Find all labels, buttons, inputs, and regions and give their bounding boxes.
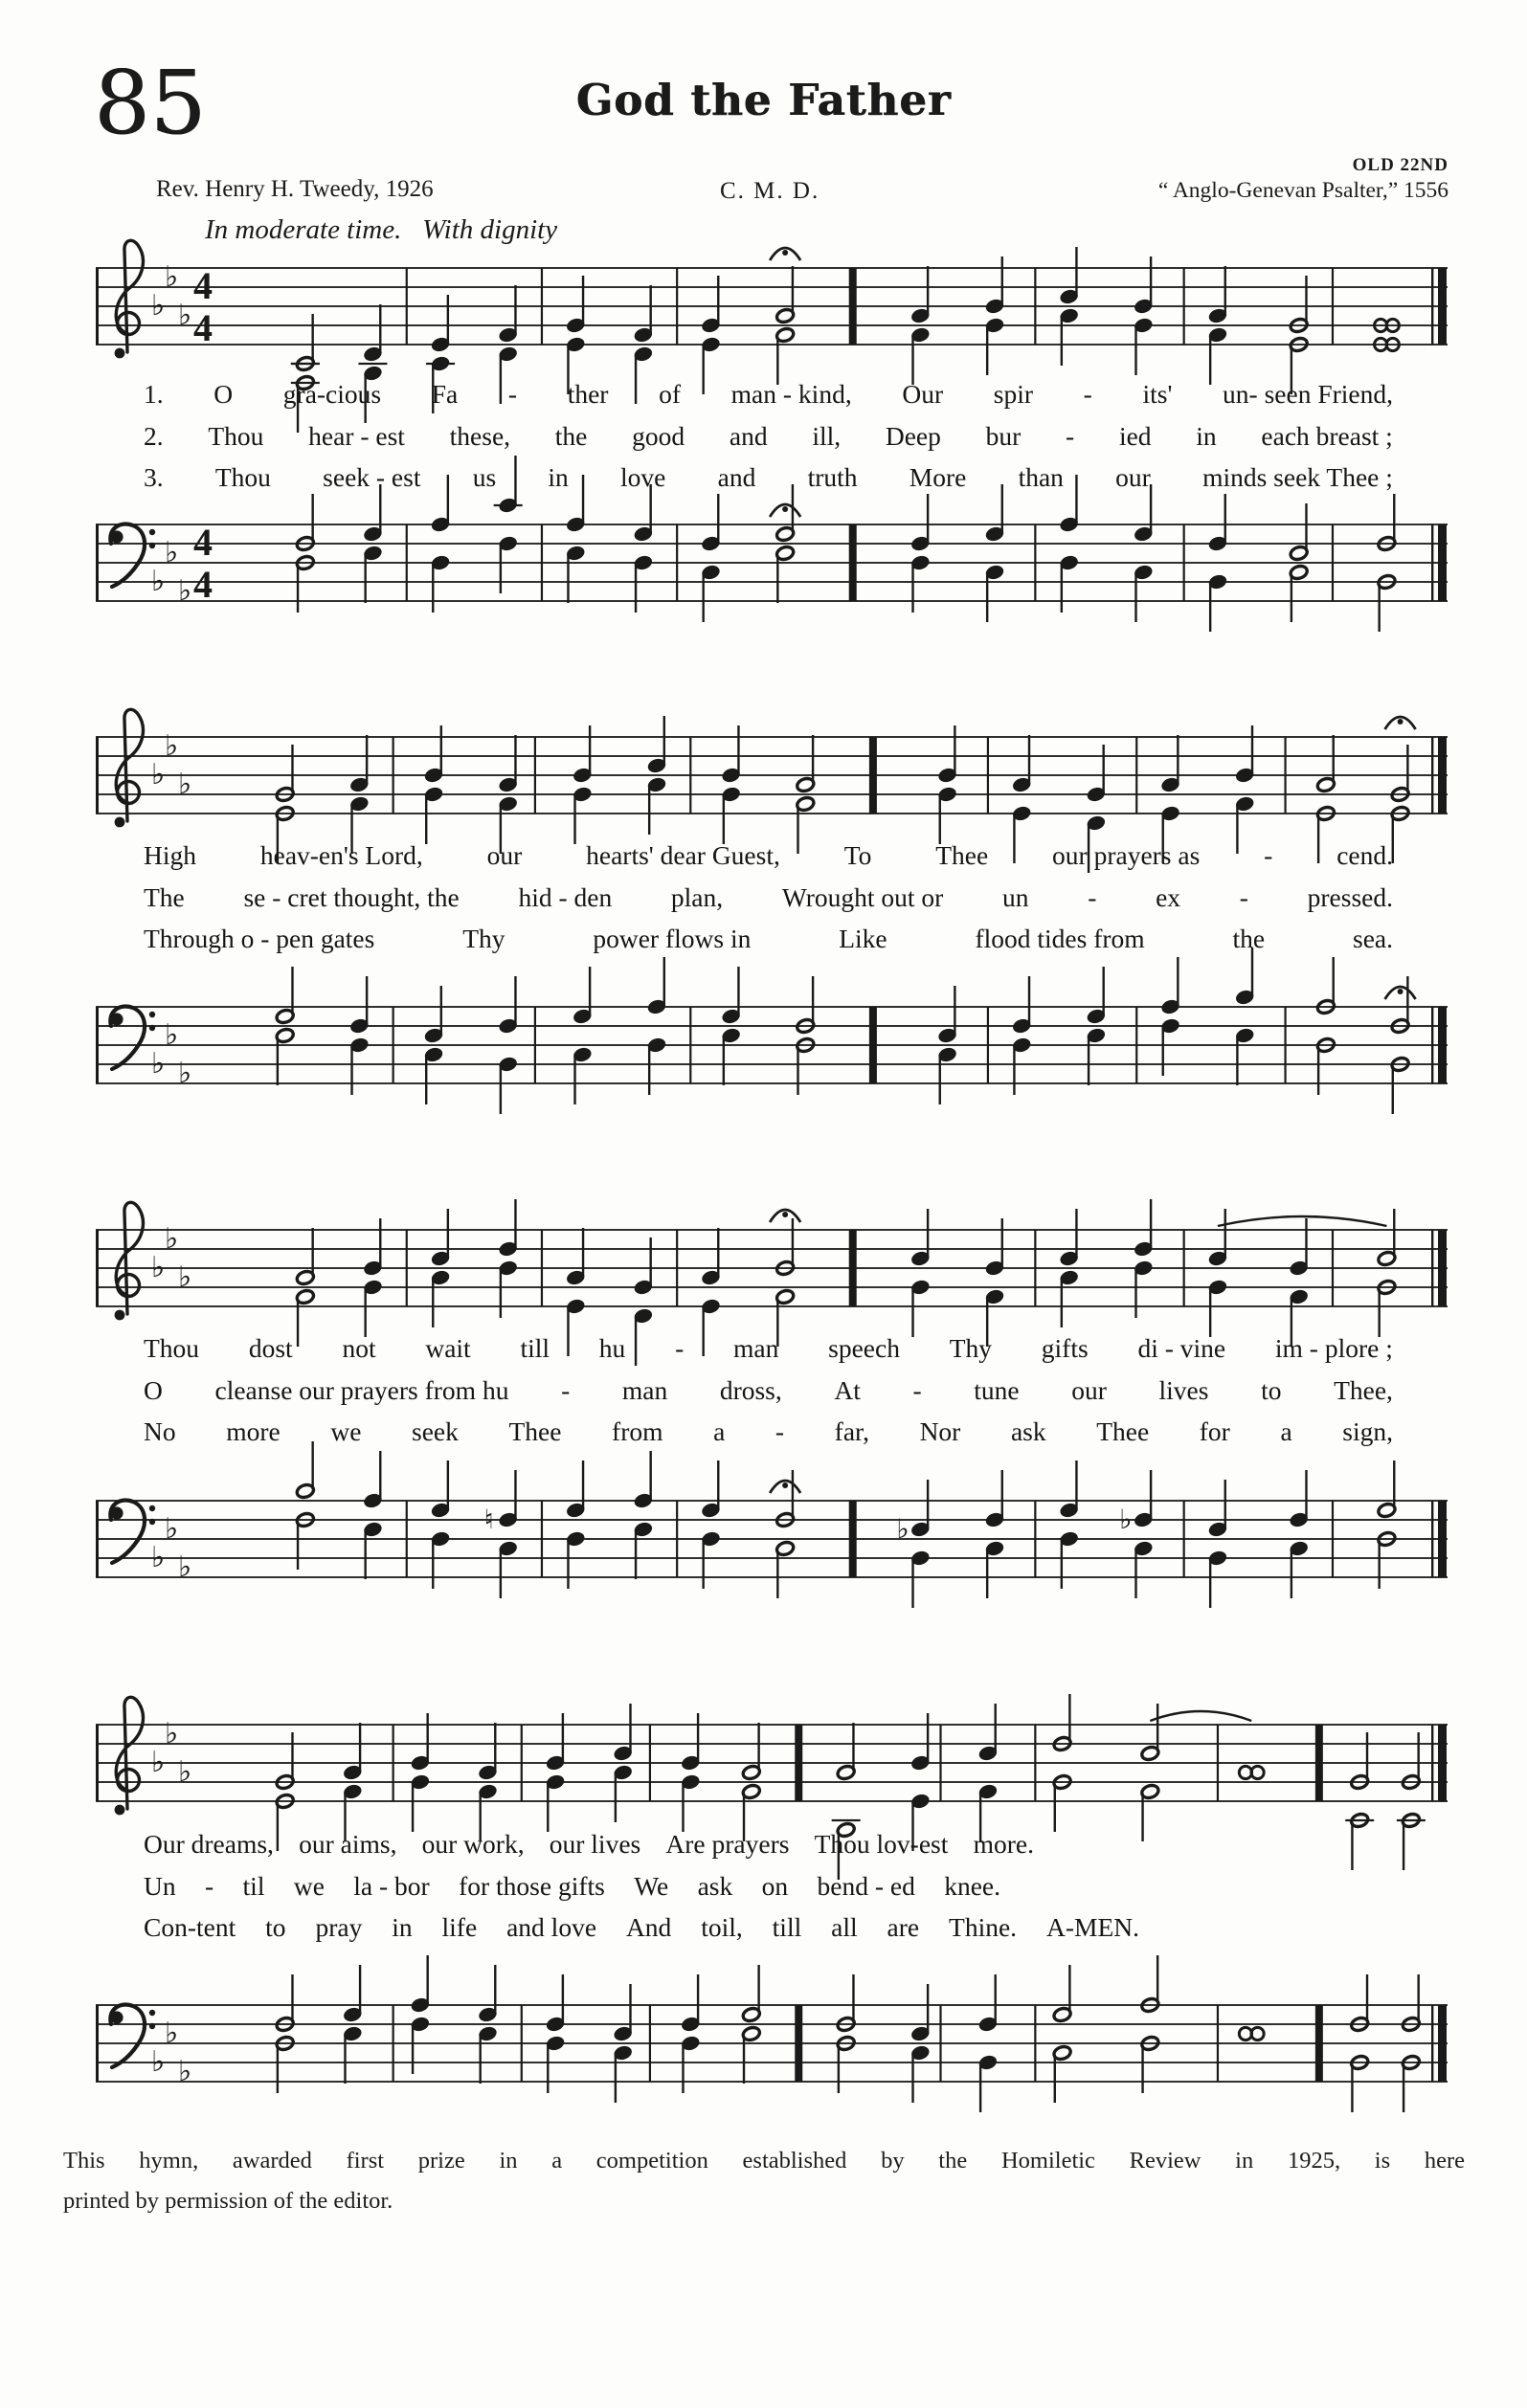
lyric-syllable: - xyxy=(1066,420,1075,451)
bass-staff-system-1 xyxy=(96,486,1448,674)
lyric-syllable: minds seek Thee ; xyxy=(1202,462,1393,492)
treble-clef-icon xyxy=(115,709,144,827)
lyric-syllable: - xyxy=(775,1416,785,1446)
lyric-syllable: cend. xyxy=(1336,840,1393,870)
lyric-syllable: hear - est xyxy=(308,420,405,451)
lyric-syllable: our xyxy=(1071,1374,1107,1405)
lyric-syllable: dross, xyxy=(719,1374,782,1405)
lyric-syllable: gra-cious xyxy=(282,379,382,409)
lyric-syllable: - xyxy=(1239,881,1248,912)
lyric-syllable: power flows in xyxy=(593,924,752,953)
lyric-syllable: knee. xyxy=(944,1870,1000,1901)
lyric-syllable: hearts' dear Guest, xyxy=(586,840,780,870)
lyric-syllable: more. xyxy=(973,1829,1034,1859)
lyric-syllable: - xyxy=(507,379,518,409)
lyric-syllable: till xyxy=(772,1912,802,1942)
key-signature-flat: ♭ xyxy=(165,2017,179,2050)
key-signature-flat: ♭ xyxy=(178,1057,192,1090)
lyric-syllable: Like xyxy=(839,924,887,953)
lyric-syllable: bend - ed xyxy=(817,1870,915,1901)
tune-name: OLD 22ND xyxy=(1352,155,1448,175)
lyric-syllable: 3. xyxy=(144,462,164,492)
lyric-syllable: Our xyxy=(902,379,944,409)
lyric-syllable: spir xyxy=(993,379,1034,409)
lyric-syllable: - xyxy=(912,1374,922,1405)
key-signature-flat: ♭ xyxy=(165,536,179,569)
lyric-syllable: High xyxy=(144,840,196,870)
accidental: ♭ xyxy=(896,1513,909,1545)
lyric-syllable: ther xyxy=(567,379,609,409)
lyric-syllable: the xyxy=(1232,924,1266,953)
lyric-syllable: O xyxy=(213,379,234,409)
lyric-syllable: Thou xyxy=(144,1333,200,1363)
lyric-syllable: The xyxy=(144,881,185,912)
lyric-syllable: A-MEN. xyxy=(1045,1912,1139,1942)
lyric-syllable: im - plore ; xyxy=(1274,1333,1393,1363)
lyric-syllable: - xyxy=(205,1870,214,1901)
lyric-syllable: in xyxy=(392,1912,413,1942)
lyric-syllable: for those gifts xyxy=(459,1870,605,1901)
lyric-syllable: se - cret thought, the xyxy=(243,881,460,912)
lyric-syllable: pressed. xyxy=(1307,881,1393,912)
tune-source: “ Anglo-Genevan Psalter,” 1556 xyxy=(1157,178,1448,203)
bass-staff-system-2 xyxy=(96,969,1448,1156)
lyric-syllable: And xyxy=(625,1912,672,1942)
lyric-syllable: Nor xyxy=(919,1416,961,1446)
lyric-syllable: not xyxy=(342,1333,376,1363)
lyric-syllable: Our dreams, xyxy=(144,1829,274,1859)
lyric-syllable: sea. xyxy=(1353,924,1393,953)
key-signature-flat: ♭ xyxy=(178,1755,192,1789)
author-credit: Rev. Henry H. Tweedy, 1926 xyxy=(156,176,434,202)
lyric-syllable: our lives xyxy=(549,1829,641,1859)
page-title: God the Father xyxy=(575,75,952,125)
lyric-line-s3-3 xyxy=(144,1416,1393,1447)
lyric-syllable: - xyxy=(1088,881,1097,912)
lyric-syllable: toil, xyxy=(701,1912,743,1942)
lyric-syllable: di - vine xyxy=(1137,1333,1226,1363)
lyric-syllable: speech xyxy=(828,1333,900,1363)
key-signature-flat: ♭ xyxy=(151,758,166,792)
lyric-syllable: truth xyxy=(807,462,858,492)
lyric-syllable: life xyxy=(441,1912,478,1942)
lyric-syllable: Thee xyxy=(1096,1416,1150,1446)
lyric-syllable: sign, xyxy=(1342,1416,1393,1446)
lyric-syllable: wait xyxy=(425,1333,471,1363)
treble-clef-icon xyxy=(115,240,144,358)
lyric-syllable: More xyxy=(909,462,967,492)
lyric-syllable: these, xyxy=(449,420,511,451)
lyric-syllable: Wrought out or xyxy=(781,881,944,912)
lyric-line-s4-3 xyxy=(144,1912,1139,1943)
lyric-syllable: and love xyxy=(506,1912,597,1942)
lyric-syllable: un xyxy=(1002,881,1029,912)
lyric-syllable: all xyxy=(831,1912,858,1942)
lyric-syllable: 2. xyxy=(144,420,164,451)
lyric-syllable: bur xyxy=(985,420,1022,451)
lyric-line-s1-2 xyxy=(144,421,1393,452)
slur-icon xyxy=(1150,1711,1251,1721)
lyric-syllable: Thou lov-est xyxy=(814,1829,949,1859)
lyric-syllable: un- seen Friend, xyxy=(1223,379,1393,409)
accidental: ♮ xyxy=(483,1504,494,1535)
lyric-syllable: Con-tent xyxy=(144,1912,236,1942)
lyric-syllable: more xyxy=(226,1416,281,1446)
lyric-line-s1-3 xyxy=(144,462,1393,493)
lyric-syllable: us xyxy=(472,462,497,492)
bass-clef-icon xyxy=(110,1007,155,1069)
lyric-syllable: ask xyxy=(1010,1416,1046,1446)
lyric-line-s4-1 xyxy=(144,1829,1034,1860)
time-signature: 4 xyxy=(193,563,213,606)
lyric-syllable: At xyxy=(834,1374,861,1405)
lyric-syllable: Thine. xyxy=(949,1912,1018,1942)
lyric-syllable: we xyxy=(330,1416,362,1446)
hymn-number: 85 xyxy=(94,52,207,154)
lyric-syllable: a xyxy=(713,1416,726,1446)
lyric-syllable: ill, xyxy=(812,420,842,451)
lyric-syllable: far, xyxy=(834,1416,869,1446)
bass-clef-icon xyxy=(110,2005,155,2067)
lyric-syllable: from xyxy=(612,1416,663,1446)
treble-clef-icon xyxy=(115,1202,144,1320)
time-signature: 4 xyxy=(193,306,213,349)
lyric-syllable: ex xyxy=(1156,881,1181,912)
lyric-syllable: man xyxy=(733,1333,779,1363)
lyric-syllable: lives xyxy=(1158,1374,1209,1405)
lyric-syllable: our work, xyxy=(421,1829,525,1859)
lyric-syllable: - xyxy=(675,1333,685,1363)
lyric-syllable: in xyxy=(1196,420,1217,451)
lyric-syllable: - xyxy=(1083,379,1092,409)
key-signature-flat: ♭ xyxy=(151,565,166,598)
time-signature: 4 xyxy=(193,264,213,307)
key-signature-flat: ♭ xyxy=(178,2055,192,2088)
lyric-syllable: good xyxy=(632,420,685,451)
slur-icon xyxy=(1218,1216,1387,1226)
lyric-syllable: Fa xyxy=(431,379,459,409)
key-signature-flat: ♭ xyxy=(151,1251,166,1284)
lyric-syllable: cleanse our prayers from hu xyxy=(214,1374,509,1405)
lyric-syllable: heav-en's Lord, xyxy=(259,840,423,870)
lyric-line-s3-1 xyxy=(144,1333,1393,1364)
lyric-syllable: Thee xyxy=(508,1416,562,1446)
lyric-syllable: Through o - pen gates xyxy=(144,924,375,953)
lyric-syllable: Thee, xyxy=(1334,1374,1393,1405)
lyric-syllable: No xyxy=(144,1416,176,1446)
lyric-syllable: seek - est xyxy=(323,462,421,492)
lyric-syllable: for xyxy=(1199,1416,1230,1446)
lyric-syllable: - xyxy=(1264,840,1273,870)
lyric-syllable: and xyxy=(717,462,756,492)
lyric-syllable: on xyxy=(761,1870,789,1901)
lyric-line-s1-1 xyxy=(144,379,1393,410)
key-signature-flat: ♭ xyxy=(178,1260,192,1294)
lyric-syllable: man - kind, xyxy=(730,379,852,409)
key-signature-flat: ♭ xyxy=(151,1746,166,1779)
lyric-syllable: pray xyxy=(315,1912,363,1942)
lyric-syllable: plan, xyxy=(670,881,724,912)
lyric-syllable: in xyxy=(548,462,569,492)
lyric-syllable: and xyxy=(729,420,768,451)
key-signature-flat: ♭ xyxy=(165,1512,179,1546)
lyric-syllable: Deep xyxy=(885,420,941,451)
lyric-syllable: till xyxy=(520,1333,550,1363)
key-signature-flat: ♭ xyxy=(178,299,192,332)
lyric-syllable: a xyxy=(1280,1416,1292,1446)
key-signature-flat: ♭ xyxy=(165,1222,179,1256)
lyric-syllable: the xyxy=(554,420,588,451)
lyric-syllable: flood tides from xyxy=(975,924,1145,953)
bass-staff-system-4 xyxy=(96,1967,1448,2154)
lyric-syllable: than xyxy=(1018,462,1064,492)
time-signature: 4 xyxy=(193,521,213,564)
lyric-syllable: Thou xyxy=(208,420,264,451)
lyric-syllable: to xyxy=(265,1912,286,1942)
treble-clef-icon xyxy=(115,1697,144,1815)
lyric-syllable: ied xyxy=(1118,420,1152,451)
key-signature-flat: ♭ xyxy=(165,1018,179,1052)
lyric-syllable: Thou xyxy=(214,462,271,492)
lyric-syllable: til xyxy=(242,1870,265,1901)
key-signature-flat: ♭ xyxy=(178,768,192,801)
lyric-line-s2-3 xyxy=(144,924,1393,954)
lyric-syllable: each breast ; xyxy=(1261,420,1393,451)
key-signature-flat: ♭ xyxy=(165,1717,179,1750)
key-signature-flat: ♭ xyxy=(151,1047,166,1081)
lyric-syllable: our prayers as xyxy=(1052,840,1201,870)
lyric-syllable: dost xyxy=(248,1333,293,1363)
lyric-syllable: Thy xyxy=(949,1333,993,1363)
key-signature-flat: ♭ xyxy=(178,574,192,608)
bass-clef-icon xyxy=(110,1501,155,1563)
lyric-syllable: To xyxy=(843,840,872,870)
key-signature-flat: ♭ xyxy=(151,2045,166,2079)
lyric-syllable: tune xyxy=(974,1374,1020,1405)
lyric-syllable: - xyxy=(561,1374,571,1405)
lyric-line-s3-2 xyxy=(144,1375,1393,1406)
lyric-syllable: gifts xyxy=(1041,1333,1089,1363)
lyric-syllable: O xyxy=(144,1374,163,1405)
lyric-syllable: our xyxy=(486,840,523,870)
lyric-syllable: of xyxy=(659,379,682,409)
lyric-syllable: seek xyxy=(412,1416,459,1446)
lyric-syllable: its' xyxy=(1142,379,1173,409)
lyric-syllable: our aims, xyxy=(299,1829,397,1859)
lyric-syllable: our xyxy=(1115,462,1151,492)
lyric-syllable: hu xyxy=(598,1333,626,1363)
accidental: ♭ xyxy=(1119,1504,1133,1535)
lyric-syllable: man xyxy=(621,1374,668,1405)
lyric-line-s2-1 xyxy=(144,840,1393,871)
lyric-syllable: hid - den xyxy=(518,881,613,912)
key-signature-flat: ♭ xyxy=(165,729,179,763)
bass-staff-system-3 xyxy=(96,1462,1448,1650)
lyric-syllable: We xyxy=(634,1870,669,1901)
lyric-line-s2-2 xyxy=(144,882,1393,913)
key-signature-flat: ♭ xyxy=(178,1550,192,1584)
lyric-syllable: to xyxy=(1261,1374,1282,1405)
lyric-syllable: Thee xyxy=(935,840,989,870)
footnote-line-2: printed by permission of the editor. xyxy=(63,2188,393,2214)
lyric-syllable: ask xyxy=(697,1870,733,1901)
lyric-syllable: are xyxy=(887,1912,920,1942)
lyric-syllable: love xyxy=(620,462,666,492)
lyric-syllable: 1. xyxy=(144,379,164,409)
key-signature-flat: ♭ xyxy=(151,1541,166,1574)
tempo-marking: In moderate time. With dignity xyxy=(205,214,558,245)
lyric-syllable: we xyxy=(293,1870,325,1901)
key-signature-flat: ♭ xyxy=(165,260,179,294)
key-signature-flat: ♭ xyxy=(151,289,166,323)
meter-label: C. M. D. xyxy=(720,178,820,204)
lyric-syllable: la - bor xyxy=(353,1870,430,1901)
lyric-syllable: Un xyxy=(144,1870,176,1901)
lyric-syllable: Are prayers xyxy=(665,1829,790,1859)
footnote-line-1: This hymn, awarded first prize in a competition established by the Homiletic Review in 1925, is here xyxy=(63,2148,1465,2174)
bass-clef-icon xyxy=(110,524,155,587)
lyric-line-s4-2 xyxy=(144,1871,1000,1902)
lyric-syllable: Thy xyxy=(462,924,505,953)
